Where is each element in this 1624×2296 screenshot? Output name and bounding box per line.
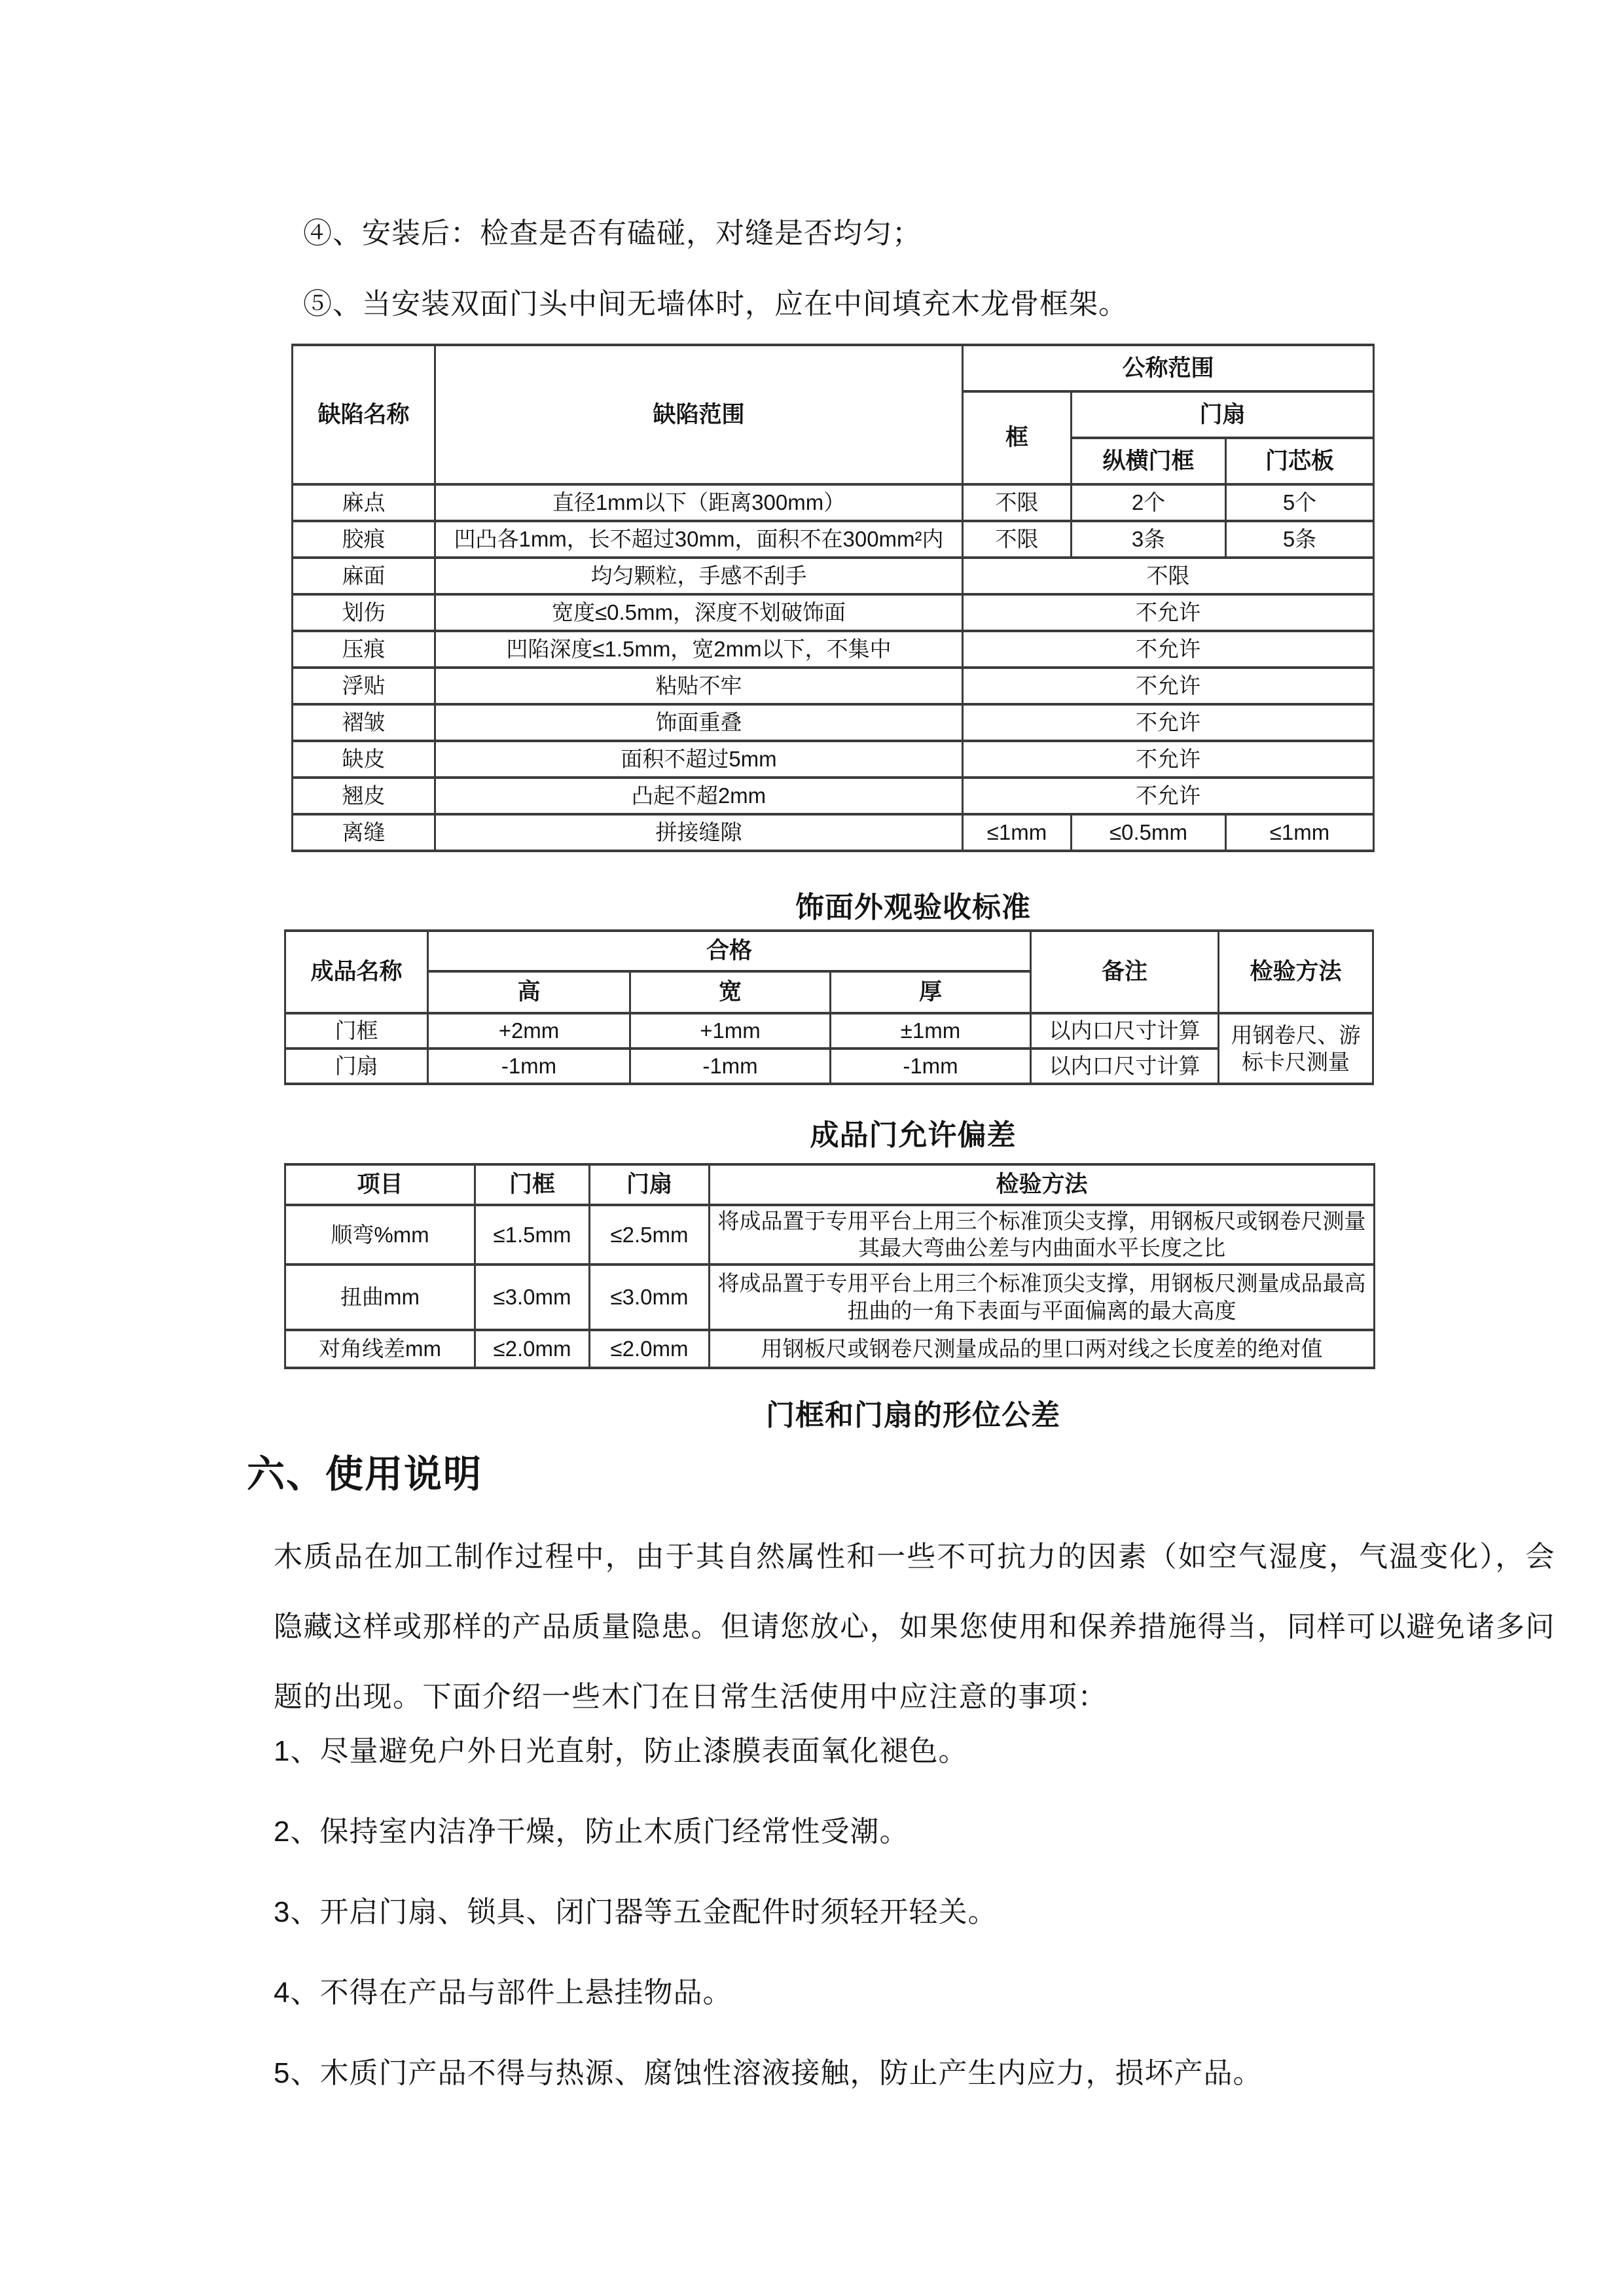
tolerance-table	[284, 1163, 1375, 1369]
cell-inspection-method: 用钢卷尺、游标卡尺测量	[1219, 1013, 1373, 1084]
cell-sub-frame-limit: 2个	[1072, 484, 1226, 521]
cell-leaf-tolerance: ≤2.0mm	[590, 1330, 710, 1368]
usage-list-item: 2、保持室内洁净干燥，防止木质门经常性受潮。	[274, 1816, 909, 1848]
cell-frame-tolerance: ≤3.0mm	[475, 1265, 590, 1330]
col-width: 宽	[630, 971, 831, 1013]
table-row	[293, 521, 1374, 558]
cell-leaf-tolerance: ≤2.5mm	[590, 1205, 710, 1265]
cell-merged-limit: 不允许	[963, 668, 1374, 704]
col-door-frame: 门框	[475, 1164, 590, 1205]
tolerance-table-body	[285, 1205, 1375, 1368]
cell-merged-limit: 不允许	[963, 704, 1374, 741]
usage-list	[274, 1736, 1576, 2138]
cell-defect-name: 压痕	[293, 631, 435, 668]
table-row	[285, 1330, 1375, 1368]
cell-product-name: 门扇	[285, 1049, 428, 1084]
table-row	[293, 704, 1374, 741]
col-door-leaf: 门扇	[590, 1164, 710, 1205]
cell-merged-limit: 不限	[963, 558, 1374, 594]
cell-height-tolerance: -1mm	[428, 1049, 630, 1084]
usage-list-item: 3、开启门扇、锁具、闭门器等五金配件时须轻开轻关。	[274, 1896, 998, 1928]
cell-inspection-method: 将成品置于专用平台上用三个标准顶尖支撑，用钢板尺或钢卷尺测量其最大弯曲公差与内曲面水平长度之比	[710, 1205, 1375, 1265]
cell-frame-limit: 不限	[963, 521, 1072, 558]
cell-sub-frame-limit: 3条	[1072, 521, 1226, 558]
cell-note: 以内口尺寸计算	[1031, 1049, 1219, 1084]
install-note-4: ④、安装后：检查是否有磕碰，对缝是否均匀；	[303, 217, 922, 249]
cell-defect-name: 麻点	[293, 484, 435, 521]
cell-defect-name: 褶皱	[293, 704, 435, 741]
cell-width-tolerance: -1mm	[630, 1049, 831, 1084]
cell-core-board-limit: 5条	[1226, 521, 1374, 558]
cell-defect-name: 划伤	[293, 594, 435, 631]
deviation-caption: 成品门允许偏差	[810, 1119, 1017, 1151]
col-sub-frame: 纵横门框	[1072, 438, 1226, 484]
cell-frame-limit: 不限	[963, 484, 1072, 521]
cell-item: 扭曲mm	[285, 1265, 475, 1330]
cell-merged-limit: 不允许	[963, 778, 1374, 814]
table-row	[293, 594, 1374, 631]
col-thickness: 厚	[831, 971, 1031, 1013]
col-nominal-range: 公称范围	[963, 345, 1374, 391]
install-note-5: ⑤、当安装双面门头中间无墙体时，应在中间填充木龙骨框架。	[303, 288, 1128, 320]
cell-defect-range: 宽度≤0.5mm，深度不划破饰面	[435, 594, 963, 631]
usage-list-item: 1、尽量避免户外日光直射，防止漆膜表面氧化褪色。	[274, 1735, 968, 1767]
cell-defect-range: 面积不超过5mm	[435, 741, 963, 778]
cell-defect-range: 凹凸各1mm，长不超过30mm，面积不在300mm²内	[435, 521, 963, 558]
usage-list-item: 4、不得在产品与部件上悬挂物品。	[274, 1977, 732, 2009]
table-row	[293, 814, 1374, 851]
table-row	[285, 1049, 1373, 1084]
col-note: 备注	[1031, 931, 1219, 1013]
col-defect-name: 缺陷名称	[293, 345, 435, 484]
usage-paragraph: 木质品在加工制作过程中，由于其自然属性和一些不可抗力的因素（如空气湿度，气温变化），会隐藏这样或那样的产品质量隐患。但请您放心，如果您使用和保养措施得当，同样可以避免诸多问题的出现。下面介绍一些木门在日常生活使用中应注意的事项：	[274, 1541, 1555, 1713]
col-frame: 框	[963, 391, 1072, 484]
table-row	[293, 778, 1374, 814]
finish-appearance-table-header	[293, 345, 1374, 484]
col-item: 项目	[285, 1164, 475, 1205]
cell-frame-tolerance: ≤1.5mm	[475, 1205, 590, 1265]
cell-width-tolerance: +1mm	[630, 1013, 831, 1049]
col-door-leaf: 门扇	[1072, 391, 1374, 438]
deviation-table-body	[285, 1013, 1373, 1084]
cell-defect-name: 麻面	[293, 558, 435, 594]
cell-defect-range: 粘贴不牢	[435, 668, 963, 704]
cell-inspection-method: 用钢板尺或钢卷尺测量成品的里口两对线之长度差的绝对值	[710, 1330, 1375, 1368]
cell-thickness-tolerance: ±1mm	[831, 1013, 1031, 1049]
cell-defect-range: 凸起不超2mm	[435, 778, 963, 814]
table-row	[285, 1205, 1375, 1265]
cell-sub-frame-limit: ≤0.5mm	[1072, 814, 1226, 851]
cell-inspection-method: 将成品置于专用平台上用三个标准顶尖支撑，用钢板尺测量成品最高扭曲的一角下表面与平面偏离的最大高度	[710, 1265, 1375, 1330]
table-row	[285, 1013, 1373, 1049]
cell-defect-name: 离缝	[293, 814, 435, 851]
col-defect-range: 缺陷范围	[435, 345, 963, 484]
finished-door-deviation-table	[284, 929, 1374, 1085]
table-row	[293, 558, 1374, 594]
cell-height-tolerance: +2mm	[428, 1013, 630, 1049]
cell-note: 以内口尺寸计算	[1031, 1013, 1219, 1049]
cell-product-name: 门框	[285, 1013, 428, 1049]
cell-defect-range: 直径1mm以下（距离300mm）	[435, 484, 963, 521]
cell-merged-limit: 不允许	[963, 594, 1374, 631]
cell-merged-limit: 不允许	[963, 741, 1374, 778]
section-heading: 六、使用说明	[247, 1453, 483, 1496]
col-core-board: 门芯板	[1226, 438, 1374, 484]
cell-item: 对角线差mm	[285, 1330, 475, 1368]
col-inspection-method: 检验方法	[710, 1164, 1375, 1205]
finish-appearance-table-body	[293, 484, 1374, 851]
cell-thickness-tolerance: -1mm	[831, 1049, 1031, 1084]
table-row	[293, 668, 1374, 704]
cell-defect-name: 缺皮	[293, 741, 435, 778]
cell-defect-name: 翘皮	[293, 778, 435, 814]
deviation-table-header	[285, 931, 1373, 1013]
col-method: 检验方法	[1219, 931, 1373, 1013]
cell-frame-limit: ≤1mm	[963, 814, 1072, 851]
tolerance-table-header	[285, 1164, 1375, 1205]
cell-core-board-limit: 5个	[1226, 484, 1374, 521]
col-qualified: 合格	[428, 931, 1031, 971]
cell-merged-limit: 不允许	[963, 631, 1374, 668]
finish-appearance-caption: 饰面外观验收标准	[795, 891, 1031, 924]
cell-leaf-tolerance: ≤3.0mm	[590, 1265, 710, 1330]
table-row	[285, 1265, 1375, 1330]
finish-appearance-table	[291, 344, 1375, 852]
cell-core-board-limit: ≤1mm	[1226, 814, 1374, 851]
col-product-name: 成品名称	[285, 931, 428, 1013]
cell-defect-range: 凹陷深度≤1.5mm，宽2mm以下，不集中	[435, 631, 963, 668]
table-row	[293, 484, 1374, 521]
cell-defect-range: 拼接缝隙	[435, 814, 963, 851]
usage-list-item: 5、木质门产品不得与热源、腐蚀性溶液接触，防止产生内应力，损坏产品。	[274, 2057, 1263, 2089]
cell-defect-range: 饰面重叠	[435, 704, 963, 741]
cell-defect-name: 浮贴	[293, 668, 435, 704]
cell-defect-name: 胶痕	[293, 521, 435, 558]
cell-item: 顺弯%mm	[285, 1205, 475, 1265]
table-row	[293, 741, 1374, 778]
table-row	[293, 631, 1374, 668]
cell-frame-tolerance: ≤2.0mm	[475, 1330, 590, 1368]
col-height: 高	[428, 971, 630, 1013]
tolerance-caption: 门框和门扇的形位公差	[766, 1399, 1060, 1431]
cell-defect-range: 均匀颗粒，手感不刮手	[435, 558, 963, 594]
